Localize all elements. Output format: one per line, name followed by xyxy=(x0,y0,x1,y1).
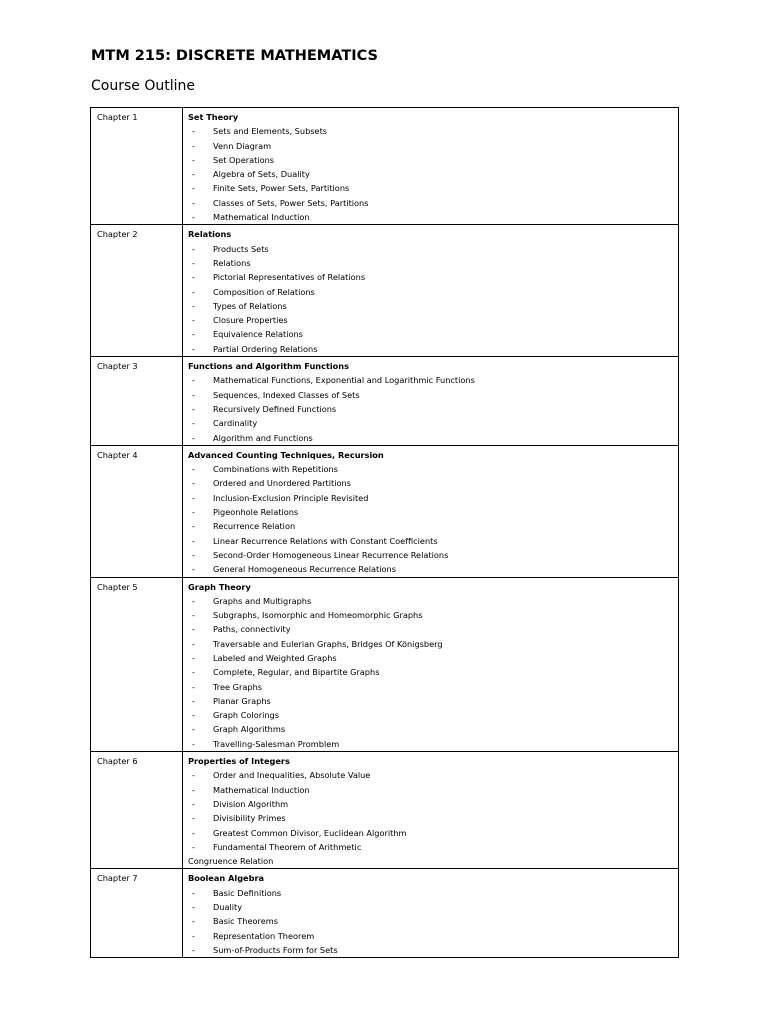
chapter-topic-title: Boolean Algebra xyxy=(188,873,265,884)
list-bullet-dash: - xyxy=(192,798,195,809)
list-item xyxy=(188,900,674,914)
list-item xyxy=(188,665,674,679)
list-item xyxy=(188,929,674,943)
list-item-text: Set Operations xyxy=(213,154,275,165)
list-item xyxy=(188,505,674,519)
list-item xyxy=(188,462,674,476)
chapter-content-cell xyxy=(183,445,679,577)
chapter-topic-title: Set Theory xyxy=(188,112,239,122)
list-bullet-dash: - xyxy=(192,492,195,503)
chapter-label: Chapter 5 xyxy=(97,581,138,592)
list-bullet-dash: - xyxy=(192,549,195,560)
list-item-text: Tree Graphs xyxy=(213,681,263,692)
list-bullet-dash: - xyxy=(192,770,195,781)
list-item xyxy=(188,622,674,636)
list-item xyxy=(188,722,674,736)
chapter-content-cell xyxy=(183,357,679,446)
list-bullet-dash: - xyxy=(192,286,195,297)
list-item xyxy=(188,637,674,651)
list-item-text: Products Sets xyxy=(213,243,269,254)
page-title: MTM 215: DISCRETE MATHEMATICS xyxy=(91,48,378,64)
list-item-text: Combinations with Repetitions xyxy=(213,464,338,475)
chapter-label-cell xyxy=(91,445,183,577)
list-bullet-dash: - xyxy=(192,710,195,721)
list-item-text: Graph Algorithms xyxy=(213,724,286,735)
list-item-text: Pigeonhole Relations xyxy=(213,507,299,518)
list-item-text: Paths, connectivity xyxy=(213,624,291,635)
list-item xyxy=(188,594,674,608)
list-item xyxy=(188,651,674,665)
list-bullet-dash: - xyxy=(192,521,195,532)
list-bullet-dash: - xyxy=(192,667,195,678)
list-item xyxy=(188,797,674,811)
chapter-topic-title: Properties of Integers xyxy=(188,756,290,767)
chapter-label-cell xyxy=(91,577,183,752)
list-item xyxy=(188,196,674,210)
list-item xyxy=(188,562,674,576)
list-item-text: Fundamental Theorem of Arithmetic xyxy=(213,841,362,852)
list-bullet-dash: - xyxy=(192,257,195,268)
chapter-label-cell xyxy=(91,357,183,446)
list-item-text: Sum-of-Products Form for Sets xyxy=(213,944,338,955)
list-item xyxy=(188,167,674,181)
chapter-content-cell xyxy=(183,869,679,958)
chapter-topic-title: Advanced Counting Techniques, Recursion xyxy=(188,449,384,460)
list-item xyxy=(188,342,674,356)
chapter-row xyxy=(91,357,679,446)
list-bullet-dash: - xyxy=(192,300,195,311)
list-bullet-dash: - xyxy=(192,784,195,795)
list-item-text: Complete, Regular, and Bipartite Graphs xyxy=(213,667,380,678)
list-bullet-dash: - xyxy=(192,432,195,443)
list-bullet-dash: - xyxy=(192,930,195,941)
chapter-content-cell xyxy=(183,752,679,869)
list-item-text: Representation Theorem xyxy=(213,930,315,941)
list-item-text: Finite Sets, Power Sets, Partitions xyxy=(213,183,350,194)
chapter-label: Chapter 3 xyxy=(97,361,138,372)
chapter-label: Chapter 1 xyxy=(97,112,138,122)
list-item-text: Recurrence Relation xyxy=(213,521,296,532)
list-item-text: Basic Theorems xyxy=(213,916,278,927)
list-bullet-dash: - xyxy=(192,329,195,340)
chapter-topic-title: Relations xyxy=(188,229,232,240)
list-bullet-dash: - xyxy=(192,827,195,838)
list-bullet-dash: - xyxy=(192,140,195,151)
list-item-text: Mathematical Induction xyxy=(213,212,310,223)
list-item xyxy=(188,388,674,402)
list-item xyxy=(188,181,674,195)
list-item-text: Graph Colorings xyxy=(213,710,280,721)
list-item xyxy=(188,491,674,505)
list-bullet-dash: - xyxy=(192,610,195,621)
unbulleted-line: Congruence Relation xyxy=(188,856,274,867)
list-item-text: Linear Recurrence Relations with Constant Coefficients xyxy=(213,535,438,546)
list-item xyxy=(188,768,674,782)
list-item-text: Composition of Relations xyxy=(213,286,315,297)
list-bullet-dash: - xyxy=(192,813,195,824)
list-item-text: Cardinality xyxy=(213,418,258,429)
chapter-row xyxy=(91,225,679,357)
list-bullet-dash: - xyxy=(192,478,195,489)
list-item-text: Pictorial Representatives of Relations xyxy=(213,272,366,283)
list-bullet-dash: - xyxy=(192,464,195,475)
list-bullet-dash: - xyxy=(192,243,195,254)
list-item xyxy=(188,826,674,840)
list-bullet-dash: - xyxy=(192,169,195,180)
list-item-text: Duality xyxy=(213,902,243,913)
list-bullet-dash: - xyxy=(192,624,195,635)
list-item xyxy=(188,210,674,224)
chapter-row xyxy=(91,752,679,869)
list-bullet-dash: - xyxy=(192,418,195,429)
list-item xyxy=(188,285,674,299)
list-item-text: Planar Graphs xyxy=(213,695,271,706)
list-bullet-dash: - xyxy=(192,916,195,927)
chapter-label-cell xyxy=(91,108,183,225)
list-item xyxy=(188,242,674,256)
chapter-label: Chapter 4 xyxy=(97,449,138,460)
list-bullet-dash: - xyxy=(192,154,195,165)
chapter-content-cell xyxy=(183,577,679,752)
chapter-row xyxy=(91,108,679,225)
list-bullet-dash: - xyxy=(192,272,195,283)
list-item xyxy=(188,373,674,387)
list-item-text: Basic Definitions xyxy=(213,887,282,898)
list-bullet-dash: - xyxy=(192,375,195,386)
list-item xyxy=(188,416,674,430)
list-item xyxy=(188,313,674,327)
list-bullet-dash: - xyxy=(192,652,195,663)
list-item xyxy=(188,139,674,153)
list-bullet-dash: - xyxy=(192,902,195,913)
chapter-row xyxy=(91,869,679,958)
list-item-text: Partial Ordering Relations xyxy=(213,343,318,354)
list-item-text: Sets and Elements, Subsets xyxy=(213,126,328,137)
list-item-text: Order and Inequalities, Absolute Value xyxy=(213,770,371,781)
chapter-content-cell xyxy=(183,225,679,357)
list-item-text: Mathematical Induction xyxy=(213,784,310,795)
chapter-content-cell xyxy=(183,108,679,225)
list-item xyxy=(188,124,674,138)
list-item-text: Algorithm and Functions xyxy=(213,432,313,443)
chapter-row xyxy=(91,577,679,752)
list-item xyxy=(188,811,674,825)
list-item-text: Types of Relations xyxy=(213,300,287,311)
list-item-text: Recursively Defined Functions xyxy=(213,403,337,414)
list-item xyxy=(188,476,674,490)
list-item-text: Equivalence Relations xyxy=(213,329,303,340)
list-bullet-dash: - xyxy=(192,695,195,706)
list-item-text: Closure Properties xyxy=(213,315,288,326)
chapter-label: Chapter 2 xyxy=(97,229,138,240)
list-item xyxy=(188,886,674,900)
list-item xyxy=(188,943,674,957)
chapter-topic-title: Functions and Algorithm Functions xyxy=(188,361,349,372)
list-item xyxy=(188,327,674,341)
list-bullet-dash: - xyxy=(192,841,195,852)
list-item xyxy=(188,680,674,694)
list-item-text: Ordered and Unordered Partitions xyxy=(213,478,351,489)
list-item xyxy=(188,519,674,533)
chapter-label: Chapter 7 xyxy=(97,873,138,884)
list-bullet-dash: - xyxy=(192,887,195,898)
list-item xyxy=(188,840,674,854)
list-item-text: Subgraphs, Isomorphic and Homeomorphic Graphs xyxy=(213,610,423,621)
list-item xyxy=(188,153,674,167)
chapter-topic-title: Graph Theory xyxy=(188,581,251,592)
chapter-label: Chapter 6 xyxy=(97,756,138,767)
chapter-label-cell xyxy=(91,752,183,869)
chapter-label-cell xyxy=(91,869,183,958)
list-bullet-dash: - xyxy=(192,507,195,518)
list-item xyxy=(188,914,674,928)
list-bullet-dash: - xyxy=(192,389,195,400)
list-bullet-dash: - xyxy=(192,724,195,735)
list-item xyxy=(188,256,674,270)
list-item-text: Mathematical Functions, Exponential and Logarithmic Functions xyxy=(213,375,475,386)
list-item-text: Graphs and Multigraphs xyxy=(213,595,312,606)
list-item-text: Traversable and Eulerian Graphs, Bridges Of Königsberg xyxy=(213,638,443,649)
list-item xyxy=(188,534,674,548)
list-item xyxy=(188,431,674,445)
list-item-text: Second-Order Homogeneous Linear Recurrence Relations xyxy=(213,549,449,560)
list-item-text: Algebra of Sets, Duality xyxy=(213,169,310,180)
list-item-text: General Homogeneous Recurrence Relations xyxy=(213,564,396,575)
list-bullet-dash: - xyxy=(192,738,195,749)
list-bullet-dash: - xyxy=(192,944,195,955)
list-bullet-dash: - xyxy=(192,183,195,194)
list-bullet-dash: - xyxy=(192,403,195,414)
list-bullet-dash: - xyxy=(192,343,195,354)
list-bullet-dash: - xyxy=(192,126,195,137)
page-subtitle: Course Outline xyxy=(91,78,195,94)
list-item xyxy=(188,402,674,416)
list-bullet-dash: - xyxy=(192,638,195,649)
list-item xyxy=(188,548,674,562)
list-item xyxy=(188,299,674,313)
chapter-label-cell xyxy=(91,225,183,357)
list-item xyxy=(188,694,674,708)
list-item-text: Venn Diagram xyxy=(213,140,272,151)
list-item-text: Sequences, Indexed Classes of Sets xyxy=(213,389,360,400)
list-item-text: Classes of Sets, Power Sets, Partitions xyxy=(213,197,369,208)
list-item xyxy=(188,737,674,751)
list-item-text: Inclusion-Exclusion Principle Revisited xyxy=(213,492,369,503)
list-item xyxy=(188,783,674,797)
list-item-text: Travelling-Salesman Promblem xyxy=(213,738,340,749)
list-item-text: Divisibility Primes xyxy=(213,813,286,824)
list-item-text: Greatest Common Divisor, Euclidean Algorithm xyxy=(213,827,407,838)
course-outline-body xyxy=(91,108,679,958)
list-bullet-dash: - xyxy=(192,564,195,575)
list-item-text: Relations xyxy=(213,257,251,268)
list-bullet-dash: - xyxy=(192,315,195,326)
list-bullet-dash: - xyxy=(192,595,195,606)
list-item xyxy=(188,270,674,284)
course-outline-table xyxy=(90,107,679,958)
list-bullet-dash: - xyxy=(192,681,195,692)
list-bullet-dash: - xyxy=(192,212,195,223)
list-item xyxy=(188,608,674,622)
list-item-text: Division Algorithm xyxy=(213,798,289,809)
list-item xyxy=(188,708,674,722)
list-bullet-dash: - xyxy=(192,535,195,546)
list-bullet-dash: - xyxy=(192,197,195,208)
list-item-text: Labeled and Weighted Graphs xyxy=(213,652,337,663)
chapter-row xyxy=(91,445,679,577)
